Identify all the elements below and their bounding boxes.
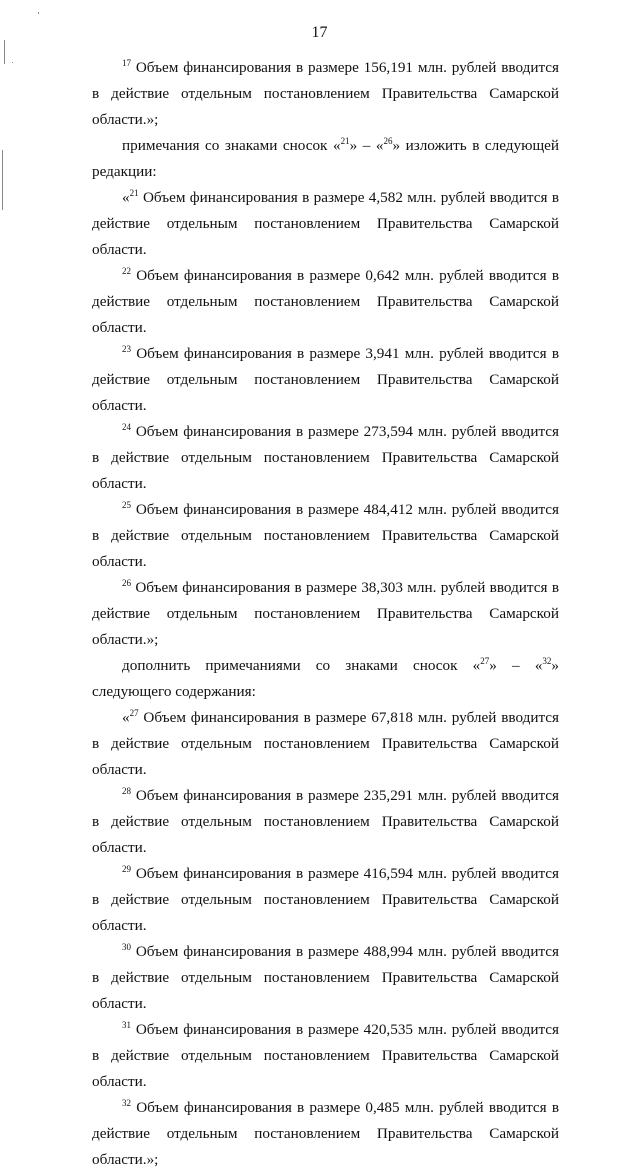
footnote-marker: 29 xyxy=(122,864,131,874)
paragraph-text: Объем финансирования в размере 67,818 млн. рублей вводится в действие отдельным постановлением Правительства Самарской области. xyxy=(92,709,559,778)
paragraph xyxy=(92,1095,559,1173)
footnote-marker: 32 xyxy=(542,656,552,666)
paragraph xyxy=(92,185,559,263)
paragraph xyxy=(92,1017,559,1095)
paragraph-text: Объем финансирования в размере 156,191 млн. рублей вводится в действие отдельным постановлением Правительства Самарской области.»; xyxy=(92,59,559,128)
paragraph-text: » – « xyxy=(489,657,543,674)
paragraph xyxy=(92,783,559,861)
footnote-marker: 23 xyxy=(122,344,131,354)
paragraph xyxy=(92,55,559,133)
paragraph xyxy=(92,653,559,705)
paragraph-text: Объем финансирования в размере 4,582 млн. рублей вводится в действие отдельным постановлением Правительства Самарской области. xyxy=(92,189,559,258)
paragraph xyxy=(92,861,559,939)
document-body xyxy=(92,55,559,1173)
paragraph xyxy=(92,497,559,575)
footnote-marker: 27 xyxy=(129,708,139,718)
footnote-marker: 21 xyxy=(129,188,139,198)
paragraph xyxy=(92,705,559,783)
paragraph xyxy=(92,419,559,497)
paragraph-text: Объем финансирования в размере 235,291 млн. рублей вводится в действие отдельным постановлением Правительства Самарской области. xyxy=(92,787,559,856)
paragraph-text: » следующего содержания: xyxy=(92,657,560,700)
paragraph-text: Объем финансирования в размере 0,642 млн. рублей вводится в действие отдельным постановлением Правительства Самарской области. xyxy=(92,267,559,336)
footnote-marker: 26 xyxy=(383,136,393,146)
paragraph-text: « xyxy=(122,709,130,726)
footnote-marker: 24 xyxy=(122,422,131,432)
page-number: 17 xyxy=(311,24,328,41)
footnote-marker: 32 xyxy=(122,1098,131,1108)
paragraph-text: Объем финансирования в размере 488,994 млн. рублей вводится в действие отдельным постановлением Правительства Самарской области. xyxy=(92,943,559,1012)
paragraph-text: Объем финансирования в размере 0,485 млн. рублей вводится в действие отдельным постановлением Правительства Самарской области.»; xyxy=(92,1099,559,1168)
paragraph-text: » – « xyxy=(349,137,384,154)
paragraph-text: примечания со знаками сносок « xyxy=(122,137,341,154)
footnote-marker: 30 xyxy=(122,942,131,952)
paragraph xyxy=(92,133,559,185)
paragraph xyxy=(92,341,559,419)
footnote-marker: 21 xyxy=(340,136,350,146)
footnote-marker: 25 xyxy=(122,500,131,510)
footnote-marker: 22 xyxy=(122,266,131,276)
paragraph-text: « xyxy=(122,189,130,206)
paragraph-text: Объем финансирования в размере 420,535 млн. рублей вводится в действие отдельным постановлением Правительства Самарской области. xyxy=(92,1021,559,1090)
footnote-marker: 27 xyxy=(480,656,490,666)
footnote-marker: 31 xyxy=(122,1020,131,1030)
paragraph-text: » изложить в следующей редакции: xyxy=(92,137,560,180)
paragraph-text: Объем финансирования в размере 416,594 млн. рублей вводится в действие отдельным постановлением Правительства Самарской области. xyxy=(92,865,559,934)
footnote-marker: 17 xyxy=(122,58,131,68)
footnote-marker: 26 xyxy=(122,578,131,588)
paragraph xyxy=(92,263,559,341)
paragraph-text: Объем финансирования в размере 273,594 млн. рублей вводится в действие отдельным постановлением Правительства Самарской области. xyxy=(92,423,559,492)
paragraph-text: Объем финансирования в размере 3,941 млн. рублей вводится в действие отдельным постановлением Правительства Самарской области. xyxy=(92,345,559,414)
paragraph xyxy=(92,575,559,653)
paragraph xyxy=(92,939,559,1017)
paragraph-text: Объем финансирования в размере 38,303 млн. рублей вводится в действие отдельным постановлением Правительства Самарской области.»; xyxy=(92,579,559,648)
paragraph-text: Объем финансирования в размере 484,412 млн. рублей вводится в действие отдельным постановлением Правительства Самарской области. xyxy=(92,501,559,570)
paragraph-text: дополнить примечаниями со знаками сносок « xyxy=(122,657,481,674)
footnote-marker: 28 xyxy=(122,786,131,796)
